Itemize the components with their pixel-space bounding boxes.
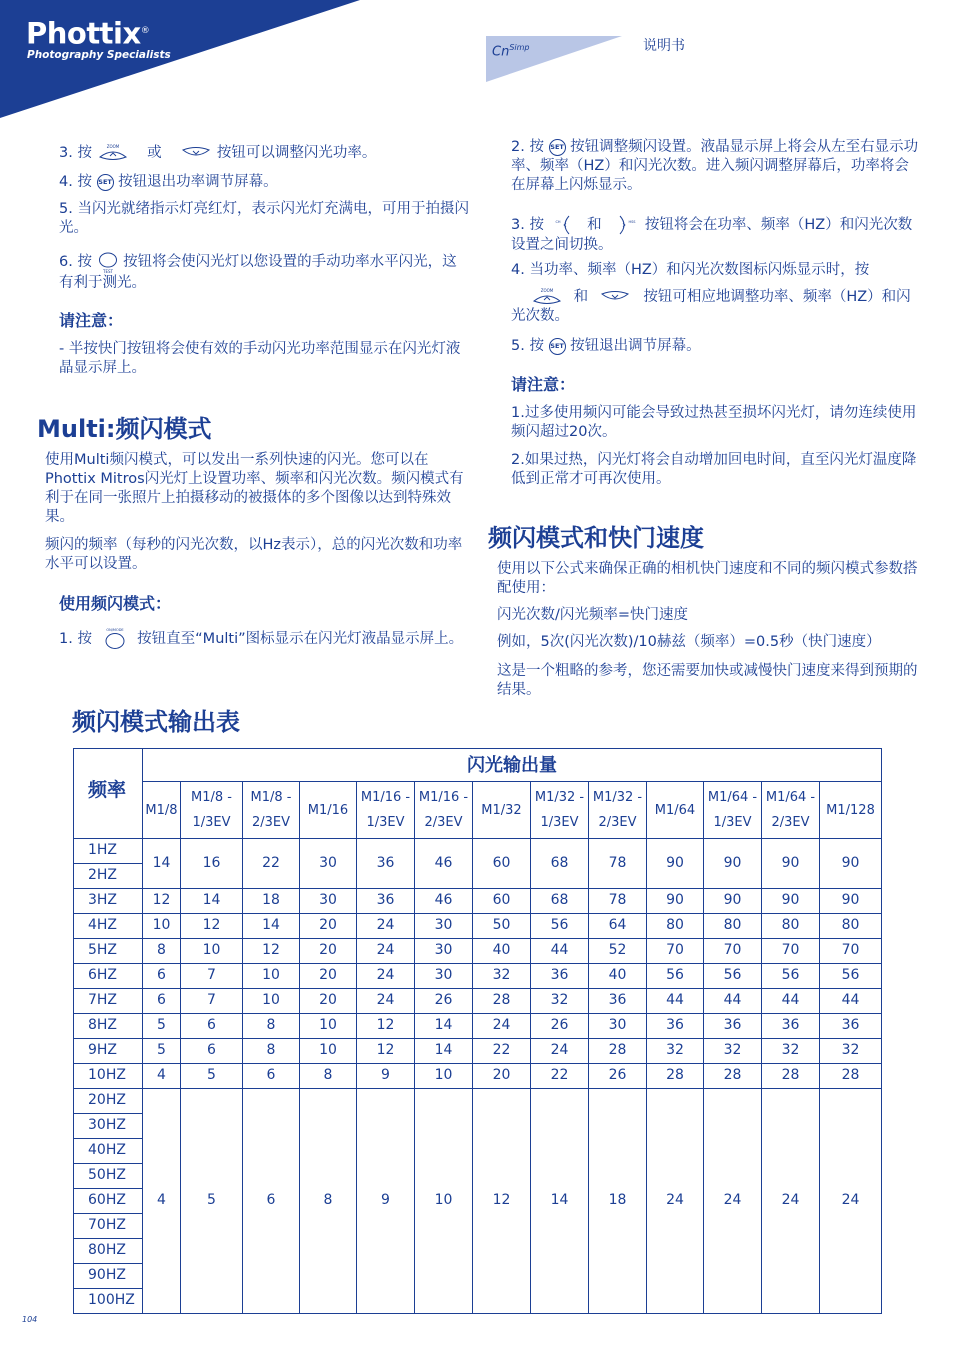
column-header-line: M1/32 - (534, 790, 585, 806)
output-value-cell: 24 (704, 1088, 762, 1313)
output-value-cell: 22 (243, 838, 300, 888)
output-value-cell: 10 (243, 963, 300, 988)
step-4-exit-power: 4. 按 SET 按钮退出功率调节屏幕。 (59, 174, 278, 190)
frequency-cell: 9HZ (74, 1038, 143, 1063)
output-value-cell: 6 (181, 1038, 243, 1063)
output-value-cell: 70 (762, 938, 820, 963)
right-note-title: 请注意： (511, 375, 576, 394)
output-value-cell: 40 (589, 963, 647, 988)
column-header-line: M1/16 (307, 802, 349, 818)
output-value-cell: 8 (143, 938, 181, 963)
svg-text:TEST: TEST (102, 269, 113, 274)
column-header-line: 2/3EV (771, 815, 810, 831)
output-value-cell: 20 (300, 913, 357, 938)
output-value-cell: 24 (357, 988, 415, 1013)
page-number: 104 (22, 1315, 38, 1324)
frequency-cell: 80HZ (74, 1238, 143, 1263)
output-value-cell: 36 (704, 1013, 762, 1038)
frequency-cell: 8HZ (74, 1013, 143, 1038)
output-value-cell: 44 (704, 988, 762, 1013)
column-header-line: M1/64 - (707, 790, 758, 806)
shutter-note: 这是一个粗略的参考，您还需要加快或减慢快门速度来得到预期的结果。 (497, 663, 918, 698)
step-3-adjust-power: 3. 按 ZOOM 或 按钮可以调整闪光功率。 (59, 144, 377, 161)
column-header-line: 2/3EV (598, 815, 637, 831)
output-value-cell: 22 (473, 1038, 531, 1063)
output-value-cell: 5 (181, 1088, 243, 1313)
output-column-header (243, 782, 300, 838)
output-value-cell: 80 (820, 913, 882, 938)
step-5-ready-indicator: 5. 当闪光就绪指示灯亮红灯，表示闪光灯充满电，可用于拍摄闪光。 (59, 201, 469, 236)
output-value-cell: 12 (181, 913, 243, 938)
output-value-cell: 24 (531, 1038, 589, 1063)
left-note-title: 请注意： (59, 311, 124, 330)
output-value-cell: 44 (647, 988, 704, 1013)
output-value-cell: 14 (415, 1013, 473, 1038)
step-2-multi-setting: 2. 按 SET 按钮调整频闪设置。液晶显示屏上将会从左至右显示功率、频率（HZ）和闪光次数。进入频闪调整屏幕后，功率将会在屏幕上闪烁显示。 (511, 139, 919, 193)
output-value-cell: 7 (181, 963, 243, 988)
output-value-cell: 46 (415, 838, 473, 888)
output-value-cell: 56 (820, 963, 882, 988)
frequency-cell: 40HZ (74, 1138, 143, 1163)
output-value-cell: 30 (589, 1013, 647, 1038)
hss-button-icon (614, 214, 636, 236)
output-value-cell: 20 (300, 988, 357, 1013)
output-value-cell: 28 (473, 988, 531, 1013)
frequency-cell: 50HZ (74, 1163, 143, 1188)
output-value-cell: 68 (531, 888, 589, 913)
output-value-cell: 36 (357, 888, 415, 913)
output-value-cell: 14 (181, 888, 243, 913)
multi-mode-settings: 频闪的频率（每秒的闪光次数，以Hz表示），总的闪光次数和功率水平可以设置。 (45, 537, 463, 572)
output-value-cell: 36 (357, 838, 415, 888)
output-value-cell: 20 (300, 963, 357, 988)
column-header-line: M1/16 - (360, 790, 411, 806)
output-value-cell: 8 (243, 1013, 300, 1038)
output-value-cell: 24 (820, 1088, 882, 1313)
output-column-header (820, 782, 882, 838)
shutter-speed-heading: 频闪模式和快门速度 (488, 524, 704, 552)
output-value-cell: 24 (357, 913, 415, 938)
output-value-cell: 70 (704, 938, 762, 963)
document-title: 说明书 (643, 38, 685, 54)
ch-button-icon (553, 214, 575, 236)
output-value-cell: 10 (300, 1038, 357, 1063)
output-value-cell: 80 (647, 913, 704, 938)
column-header-line: M1/8 - (191, 790, 232, 806)
table-row (74, 1013, 882, 1038)
output-value-cell: 32 (473, 963, 531, 988)
brand-logo: Phottix® (26, 16, 150, 51)
output-value-cell: 8 (243, 1038, 300, 1063)
step-4-line-1: 4. 当功率、频率（HZ）和闪光次数图标闪烁显示时，按 (511, 262, 870, 278)
output-value-cell: 24 (357, 963, 415, 988)
frequency-cell: 7HZ (74, 988, 143, 1013)
mode-button-icon (103, 627, 127, 651)
output-value-cell: 5 (143, 1013, 181, 1038)
output-value-cell: 90 (704, 888, 762, 913)
output-value-cell: 28 (820, 1063, 882, 1088)
output-value-cell: 26 (415, 988, 473, 1013)
output-value-cell: 32 (531, 988, 589, 1013)
column-header-line: M1/64 - (765, 790, 816, 806)
output-value-cell: 14 (415, 1038, 473, 1063)
column-header-line: 1/3EV (540, 815, 579, 831)
output-value-cell: 70 (820, 938, 882, 963)
output-value-cell: 32 (762, 1038, 820, 1063)
step-3-switch-parameter: 3. 按 CH 和 HSS 按钮将会在功率、频率（HZ）和闪光次数设置之间切换。 (511, 214, 921, 255)
output-value-cell: 5 (143, 1038, 181, 1063)
output-value-cell: 26 (589, 1063, 647, 1088)
output-value-cell: 24 (473, 1013, 531, 1038)
output-value-cell: 6 (143, 963, 181, 988)
table-row (74, 1038, 882, 1063)
output-value-cell: 56 (531, 913, 589, 938)
output-value-cell: 9 (357, 1063, 415, 1088)
output-column-header (143, 782, 181, 838)
set-button-icon: SET (549, 139, 566, 156)
column-header-line: 2/3EV (424, 815, 463, 831)
output-value-cell: 30 (415, 963, 473, 988)
column-header-line: M1/32 (481, 802, 522, 818)
output-value-cell: 36 (589, 988, 647, 1013)
output-value-cell: 56 (762, 963, 820, 988)
frequency-cell: 6HZ (74, 963, 143, 988)
frequency-cell: 2HZ (74, 863, 143, 888)
output-value-cell: 10 (181, 938, 243, 963)
output-column-header (415, 782, 473, 838)
frequency-cell: 1HZ (74, 838, 143, 863)
test-button-icon (97, 250, 119, 274)
output-value-cell: 90 (647, 838, 704, 888)
output-value-cell: 4 (143, 1088, 181, 1313)
use-multi-title: 使用频闪模式： (59, 594, 172, 613)
output-value-cell: 18 (243, 888, 300, 913)
output-table-title: 频闪模式输出表 (72, 708, 240, 736)
output-value-cell: 12 (357, 1013, 415, 1038)
output-value-cell: 8 (300, 1063, 357, 1088)
output-value-cell: 7 (181, 988, 243, 1013)
output-value-cell: 30 (300, 838, 357, 888)
set-button-icon: SET (97, 174, 114, 191)
output-value-cell: 64 (589, 913, 647, 938)
output-value-cell: 52 (589, 938, 647, 963)
column-header-line: 1/3EV (366, 815, 405, 831)
zoom-up-button-icon (97, 143, 129, 163)
output-value-cell: 32 (820, 1038, 882, 1063)
output-value-cell: 28 (704, 1063, 762, 1088)
table-row (74, 963, 882, 988)
output-value-cell: 36 (820, 1013, 882, 1038)
frequency-cell: 30HZ (74, 1113, 143, 1138)
table-row (74, 913, 882, 938)
table-row (74, 938, 882, 963)
output-value-cell: 12 (473, 1088, 531, 1313)
multi-mode-intro: 使用Multi频闪模式，可以发出一系列快速的闪光。您可以在Phottix Mitros闪光灯上设置功率、频率和闪光次数。频闪模式有利于在同一张照片上拍摄移动的被摄体的多个图像以达到特殊效果。 (45, 452, 464, 525)
output-value-cell: 36 (762, 1013, 820, 1038)
table-row (74, 888, 882, 913)
shutter-formula: 闪光次数/闪光频率=快门速度 (497, 607, 689, 623)
output-value-cell: 10 (415, 1063, 473, 1088)
output-value-cell: 24 (357, 938, 415, 963)
output-value-cell: 90 (647, 888, 704, 913)
output-value-cell: 12 (357, 1038, 415, 1063)
output-value-cell: 22 (531, 1063, 589, 1088)
output-value-cell: 18 (589, 1088, 647, 1313)
output-value-cell: 46 (415, 888, 473, 913)
output-value-cell: 68 (531, 838, 589, 888)
column-header-line: M1/128 (826, 802, 875, 818)
column-header-line: M1/8 (145, 802, 178, 818)
frequency-cell: 60HZ (74, 1188, 143, 1213)
set-button-icon: SET (549, 338, 566, 355)
column-header-line: M1/32 - (592, 790, 643, 806)
output-value-cell: 90 (820, 838, 882, 888)
output-value-cell: 9 (357, 1088, 415, 1313)
frequency-header: 频率 (74, 749, 143, 839)
frequency-cell: 5HZ (74, 938, 143, 963)
output-column-header (704, 782, 762, 838)
brand-tagline: Photography Specialists (27, 49, 171, 61)
output-column-header (531, 782, 589, 838)
output-value-cell: 60 (473, 838, 531, 888)
table-row (74, 1088, 882, 1113)
output-value-cell: 36 (647, 1013, 704, 1038)
output-value-cell: 40 (473, 938, 531, 963)
table-row (74, 1063, 882, 1088)
output-value-cell: 24 (762, 1088, 820, 1313)
column-header-line: 1/3EV (713, 815, 752, 831)
output-value-cell: 30 (415, 938, 473, 963)
output-value-cell: 28 (762, 1063, 820, 1088)
output-value-cell: 28 (589, 1038, 647, 1063)
output-value-cell: 60 (473, 888, 531, 913)
output-value-cell: 90 (704, 838, 762, 888)
frequency-cell: 70HZ (74, 1213, 143, 1238)
svg-text:CH: CH (555, 220, 561, 224)
output-value-cell: 90 (762, 838, 820, 888)
output-value-cell: 44 (820, 988, 882, 1013)
svg-text:ZOOM: ZOOM (106, 144, 119, 149)
flash-output-header: 闪光输出量 (143, 749, 882, 782)
column-header-line: 2/3EV (251, 815, 291, 831)
output-value-cell: 30 (415, 913, 473, 938)
zoom-up-button-icon (531, 287, 563, 307)
output-value-cell: 24 (647, 1088, 704, 1313)
frequency-cell: 10HZ (74, 1063, 143, 1088)
left-note-text: - 半按快门按钮将会使有效的手动闪光功率范围显示在闪光灯液晶显示屏上。 (59, 341, 461, 376)
svg-text:HSS: HSS (628, 220, 636, 224)
output-value-cell: 10 (300, 1013, 357, 1038)
use-multi-step-1: 1. 按 ON/MODE 按钮直至“Multi”图标显示在闪光灯液晶显示屏上。 (59, 627, 469, 651)
output-value-cell: 10 (415, 1088, 473, 1313)
column-header-line: M1/64 (654, 802, 696, 818)
output-value-cell: 14 (143, 838, 181, 888)
language-code: $Cn^{Simp}$ (492, 43, 530, 60)
output-column-header (762, 782, 820, 838)
table-row (74, 988, 882, 1013)
frequency-cell: 90HZ (74, 1263, 143, 1288)
output-value-cell: 28 (647, 1063, 704, 1088)
output-column-header (181, 782, 243, 838)
output-value-cell: 32 (704, 1038, 762, 1063)
output-value-cell: 50 (473, 913, 531, 938)
output-value-cell: 32 (647, 1038, 704, 1063)
output-value-cell: 56 (704, 963, 762, 988)
output-value-cell: 5 (181, 1063, 243, 1088)
output-value-cell: 14 (243, 913, 300, 938)
frequency-cell: 100HZ (74, 1288, 143, 1313)
svg-text:ON/MODE: ON/MODE (105, 628, 124, 632)
column-header-line: 1/3EV (192, 815, 231, 831)
frequency-cell: 20HZ (74, 1088, 143, 1113)
right-note-2: 2.如果过热，闪光灯将会自动增加回电时间，直至闪光灯温度降低到正常才可再次使用。 (511, 452, 917, 487)
output-column-header (473, 782, 531, 838)
output-value-cell: 10 (143, 913, 181, 938)
output-value-cell: 78 (589, 888, 647, 913)
output-column-header (589, 782, 647, 838)
output-value-cell: 26 (531, 1013, 589, 1038)
frequency-cell: 3HZ (74, 888, 143, 913)
output-value-cell: 12 (143, 888, 181, 913)
output-value-cell: 10 (243, 988, 300, 1013)
output-value-cell: 20 (300, 938, 357, 963)
output-value-cell: 16 (181, 838, 243, 888)
multi-mode-heading: Multi:频闪模式 (37, 415, 212, 443)
output-value-cell: 6 (181, 1013, 243, 1038)
output-value-cell: 44 (762, 988, 820, 1013)
output-column-header (647, 782, 704, 838)
output-value-cell: 8 (300, 1088, 357, 1313)
output-value-cell: 4 (143, 1063, 181, 1088)
zoom-down-button-icon (599, 287, 631, 307)
output-value-cell: 6 (243, 1063, 300, 1088)
table-row (74, 838, 882, 863)
output-column-header (357, 782, 415, 838)
output-value-cell: 80 (762, 913, 820, 938)
multi-output-table (73, 748, 882, 1314)
output-column-header (300, 782, 357, 838)
output-value-cell: 90 (762, 888, 820, 913)
output-value-cell: 20 (473, 1063, 531, 1088)
output-value-cell: 36 (531, 963, 589, 988)
column-header-line: M1/8 - (250, 790, 292, 806)
output-value-cell: 12 (243, 938, 300, 963)
step-4-adjust-values: ZOOM 和 按钮可相应地调整功率、频率（HZ）和闪光次数。 (511, 288, 911, 324)
zoom-down-button-icon (180, 143, 212, 163)
output-value-cell: 14 (531, 1088, 589, 1313)
output-value-cell: 78 (589, 838, 647, 888)
step-6-test-flash: 6. 按 TEST 按钮将会使闪光灯以您设置的手动功率水平闪光，这有利于测光。 (59, 250, 469, 293)
right-note-1: 1.过多使用频闪可能会导致过热甚至损坏闪光灯，请勿连续使用频闪超过20次。 (511, 405, 917, 440)
frequency-cell: 4HZ (74, 913, 143, 938)
column-header-line: M1/16 - (418, 790, 469, 806)
output-value-cell: 70 (647, 938, 704, 963)
shutter-intro: 使用以下公式来确保正确的相机快门速度和不同的频闪模式参数搭配使用： (497, 561, 918, 596)
output-value-cell: 90 (820, 888, 882, 913)
output-value-cell: 44 (531, 938, 589, 963)
output-value-cell: 56 (647, 963, 704, 988)
shutter-example: 例如，5次(闪光次数)/10赫兹（频率）=0.5秒（快门速度） (497, 634, 881, 650)
output-value-cell: 80 (704, 913, 762, 938)
output-value-cell: 6 (243, 1088, 300, 1313)
output-value-cell: 30 (300, 888, 357, 913)
step-5-exit-adjust: 5. 按 SET 按钮退出调节屏幕。 (511, 338, 701, 354)
svg-text:ZOOM: ZOOM (540, 288, 554, 293)
output-value-cell: 6 (143, 988, 181, 1013)
